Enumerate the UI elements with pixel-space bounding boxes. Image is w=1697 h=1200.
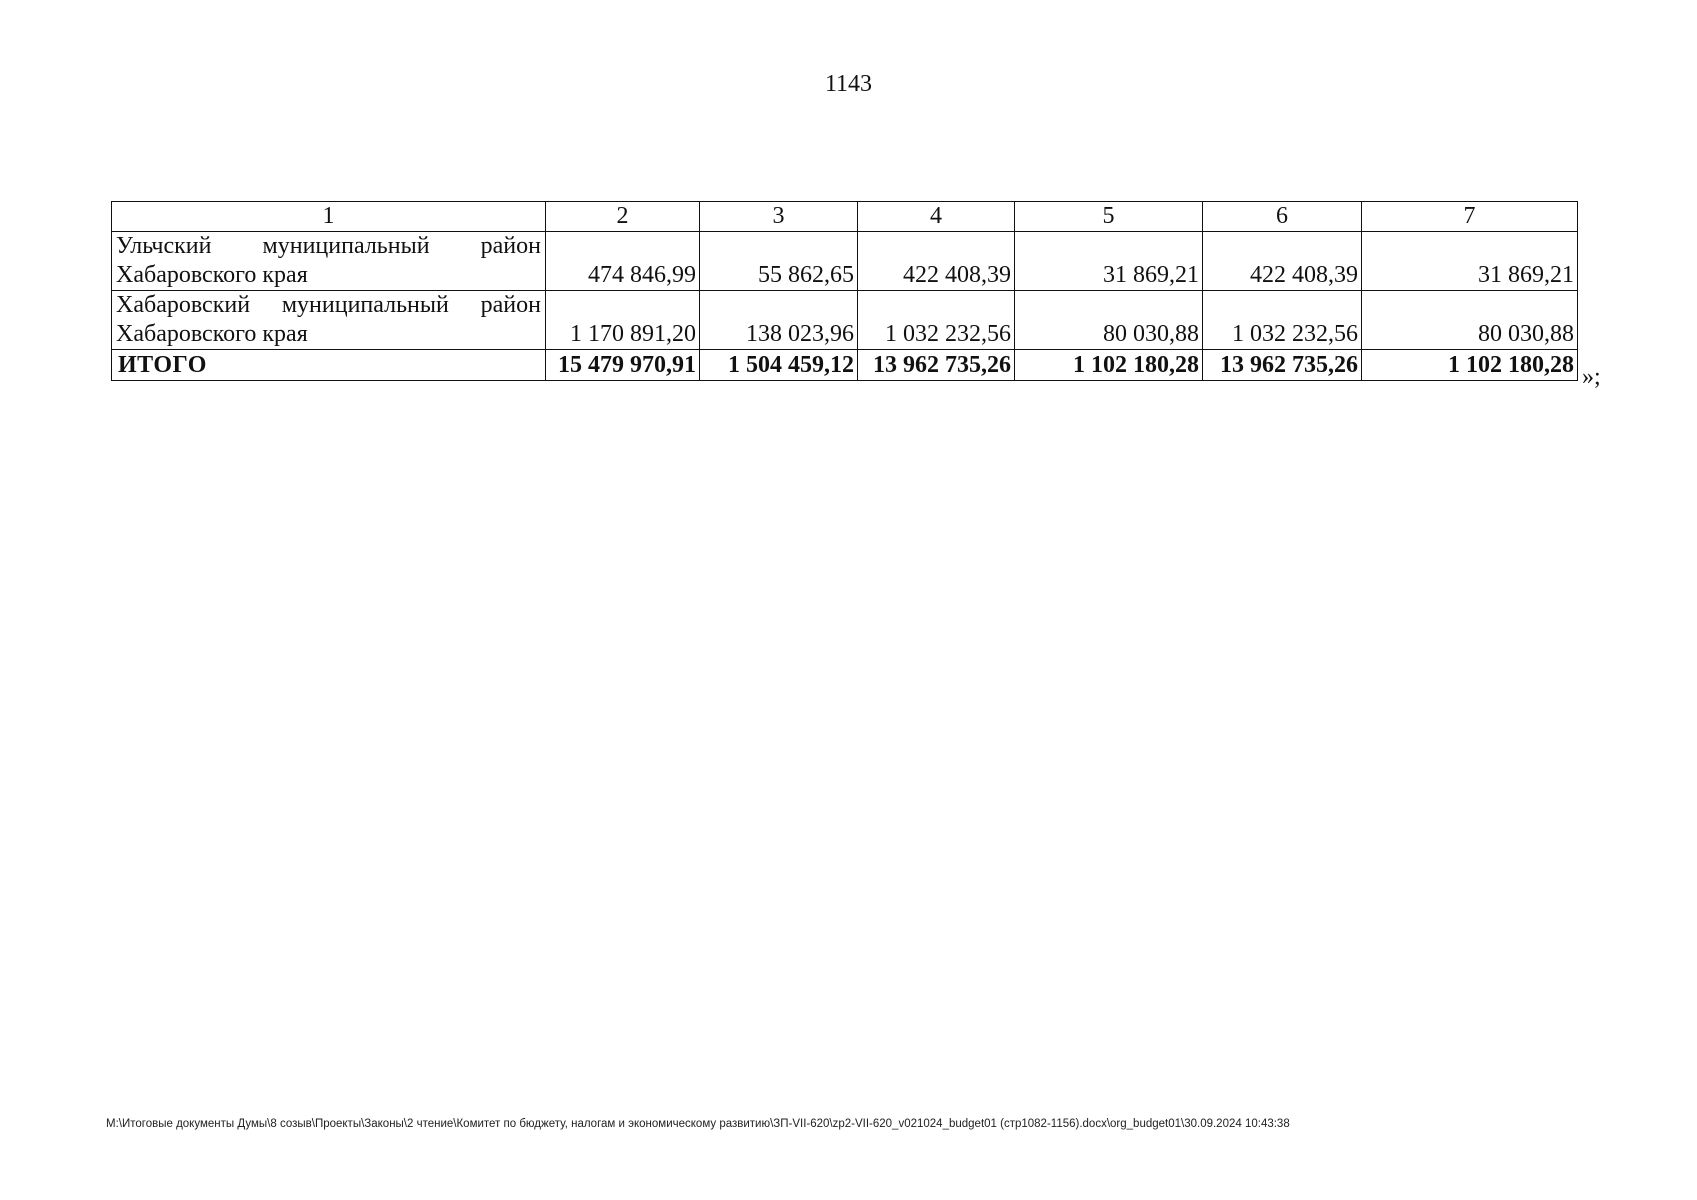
closing-quote: »; (1582, 364, 1601, 390)
budget-table-container (111, 201, 1578, 381)
row-value-col3: 55 862,65 (700, 232, 858, 291)
total-value-col6: 13 962 735,26 (1203, 350, 1362, 381)
row-value-col3: 138 023,96 (700, 291, 858, 350)
document-file-path: M:\Итоговые документы Думы\8 созыв\Проекты\Законы\2 чтение\Комитет по бюджету, налогам и экономическому развитию\ЗП-VII-620\zp2-VII-620_v021024_budget01 (стр1082-1156).docx\org_budget01\30.09.2024 10:43:38 (106, 1118, 1290, 1130)
row-value-col4: 1 032 232,56 (858, 291, 1015, 350)
table-row (112, 291, 1578, 350)
column-number-7: 7 (1362, 202, 1578, 232)
row-value-col5: 80 030,88 (1015, 291, 1203, 350)
row-name-line2: Хабаровского края (116, 262, 308, 288)
row-value-col2: 474 846,99 (546, 232, 700, 291)
row-value-col7: 31 869,21 (1362, 232, 1578, 291)
total-value-col4: 13 962 735,26 (858, 350, 1015, 381)
row-name-line1: Ульчский муниципальный район (116, 233, 541, 259)
row-value-col6: 422 408,39 (1203, 232, 1362, 291)
row-name-line2: Хабаровского края (116, 321, 308, 347)
row-value-col4: 422 408,39 (858, 232, 1015, 291)
column-number-2: 2 (546, 202, 700, 232)
row-value-col5: 31 869,21 (1015, 232, 1203, 291)
column-number-4: 4 (858, 202, 1015, 232)
column-number-6: 6 (1203, 202, 1362, 232)
column-number-5: 5 (1015, 202, 1203, 232)
table-row (112, 232, 1578, 291)
row-value-col2: 1 170 891,20 (546, 291, 700, 350)
row-name-cell (112, 291, 546, 350)
row-name-cell (112, 232, 546, 291)
page-number: 1143 (824, 71, 873, 97)
column-number-3: 3 (700, 202, 858, 232)
total-value-col2: 15 479 970,91 (546, 350, 700, 381)
total-value-col7: 1 102 180,28 (1362, 350, 1578, 381)
row-value-col7: 80 030,88 (1362, 291, 1578, 350)
row-value-col6: 1 032 232,56 (1203, 291, 1362, 350)
total-value-col3: 1 504 459,12 (700, 350, 858, 381)
row-name-line1: Хабаровский муниципальный район (116, 292, 541, 318)
budget-table (111, 201, 1578, 381)
column-number-1: 1 (112, 202, 546, 232)
total-value-col5: 1 102 180,28 (1015, 350, 1203, 381)
column-number-row (112, 202, 1578, 232)
total-label: ИТОГО (112, 350, 546, 381)
total-row (112, 350, 1578, 381)
